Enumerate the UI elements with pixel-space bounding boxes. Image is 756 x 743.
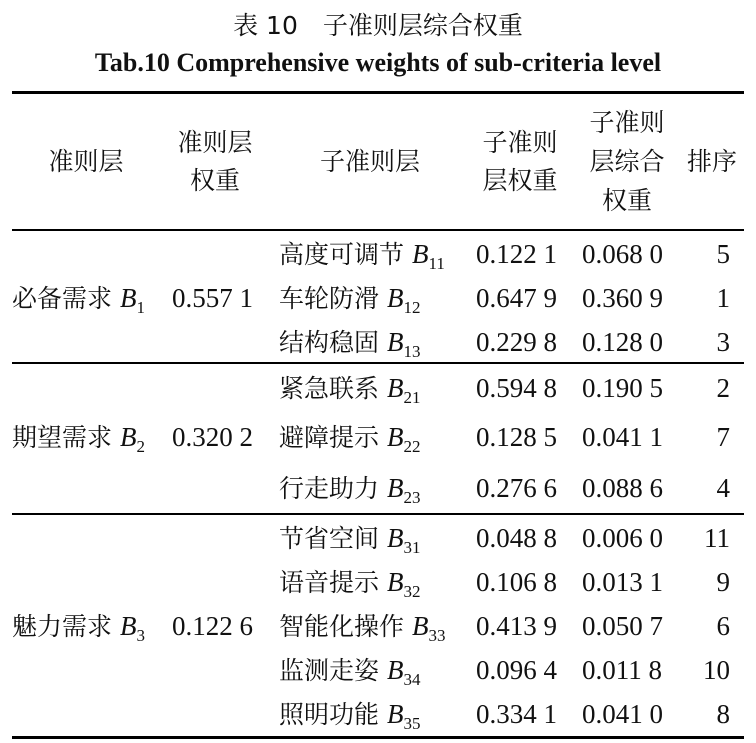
sub-weight-cell: 0.096 4 — [476, 655, 557, 685]
sub-criteria-name: 结构稳固 — [279, 328, 380, 357]
sub-criteria-symbol: B — [386, 699, 404, 729]
header-rank: 排序 — [686, 147, 737, 176]
sub-criteria-label — [279, 373, 420, 413]
sub-comp-weight-cell: 0.128 0 — [582, 327, 663, 357]
header-sub-criteria: 子准则层 — [319, 147, 420, 176]
sub-criteria-subscript: 31 — [403, 538, 421, 557]
rank-cell: 2 — [716, 373, 730, 403]
sub-criteria-name: 节省空间 — [279, 524, 380, 553]
sub-criteria-name: 高度可调节 — [279, 240, 405, 269]
criteria-subscript: 1 — [136, 298, 145, 317]
sub-criteria-name: 监测走姿 — [279, 656, 380, 685]
rank-cell: 10 — [703, 655, 730, 685]
sub-criteria-label — [279, 473, 420, 513]
sub-comp-weight-cell: 0.006 0 — [582, 523, 663, 553]
sub-criteria-symbol: B — [411, 611, 429, 641]
header-criteria-weight: 准则层 权重 — [177, 128, 253, 195]
sub-weight-cell: 0.647 9 — [476, 283, 557, 313]
sub-criteria-label — [279, 327, 420, 367]
sub-weight-cell: 0.106 8 — [476, 567, 557, 597]
sub-criteria-label — [279, 283, 420, 323]
rank-cell: 7 — [716, 422, 730, 452]
header-criteria: 准则层 — [48, 147, 124, 176]
sub-comp-weight-cell: 0.013 1 — [582, 567, 663, 597]
sub-comp-weight-cell: 0.041 1 — [582, 422, 663, 452]
sub-criteria-symbol: B — [386, 283, 404, 313]
sub-weight-cell: 0.276 6 — [476, 473, 557, 503]
sub-criteria-subscript: 13 — [403, 342, 421, 361]
sub-criteria-label — [279, 567, 420, 607]
sub-criteria-subscript: 11 — [428, 254, 445, 273]
sub-weight-cell: 0.229 8 — [476, 327, 557, 357]
sub-criteria-symbol: B — [386, 373, 404, 403]
rank-cell: 1 — [716, 283, 730, 313]
top-rule — [12, 91, 744, 94]
sub-criteria-name: 语音提示 — [279, 568, 380, 597]
header-rule — [12, 229, 744, 231]
sub-criteria-subscript: 33 — [428, 626, 446, 645]
sub-criteria-symbol: B — [386, 327, 404, 357]
sub-criteria-subscript: 12 — [403, 298, 421, 317]
group-divider — [12, 513, 744, 515]
sub-criteria-symbol: B — [386, 523, 404, 553]
sub-comp-weight-cell: 0.360 9 — [582, 283, 663, 313]
sub-comp-weight-cell: 0.041 0 — [582, 699, 663, 729]
sub-weight-cell: 0.128 5 — [476, 422, 557, 452]
sub-comp-weight-cell: 0.190 5 — [582, 373, 663, 403]
sub-criteria-name: 紧急联系 — [279, 374, 380, 403]
sub-criteria-label — [279, 523, 420, 563]
sub-criteria-label — [279, 239, 445, 279]
criteria-label — [12, 611, 145, 651]
criteria-label — [12, 283, 145, 323]
header-sub-weight: 子准则 层权重 — [482, 128, 558, 195]
header-sub-comp-weight: 子准则 层综合 权重 — [589, 108, 665, 215]
sub-criteria-symbol: B — [386, 473, 404, 503]
sub-criteria-name: 行走助力 — [279, 474, 380, 503]
criteria-symbol: B — [119, 422, 137, 452]
criteria-name: 必备需求 — [12, 284, 113, 313]
sub-criteria-label — [279, 611, 445, 651]
sub-comp-weight-cell: 0.088 6 — [582, 473, 663, 503]
criteria-weight: 0.320 2 — [172, 422, 253, 452]
criteria-label — [12, 422, 145, 462]
criteria-subscript: 3 — [136, 626, 145, 645]
sub-criteria-name: 照明功能 — [279, 700, 380, 729]
table-caption-en: Tab.10 Comprehensive weights of sub-criteria level — [94, 48, 662, 77]
criteria-symbol: B — [119, 611, 137, 641]
sub-criteria-name: 车轮防滑 — [279, 284, 380, 313]
sub-weight-cell: 0.048 8 — [476, 523, 557, 553]
rank-cell: 5 — [716, 239, 730, 269]
sub-comp-weight-cell: 0.011 8 — [582, 655, 662, 685]
sub-criteria-symbol: B — [386, 655, 404, 685]
sub-criteria-symbol: B — [386, 422, 404, 452]
sub-criteria-subscript: 23 — [403, 488, 421, 507]
criteria-weight: 0.122 6 — [172, 611, 253, 641]
sub-weight-cell: 0.594 8 — [476, 373, 557, 403]
criteria-symbol: B — [119, 283, 137, 313]
sub-comp-weight-cell: 0.068 0 — [582, 239, 663, 269]
sub-criteria-name: 避障提示 — [279, 423, 380, 452]
rank-cell: 3 — [716, 327, 730, 357]
sub-criteria-subscript: 34 — [403, 670, 421, 689]
criteria-subscript: 2 — [136, 437, 145, 456]
sub-criteria-subscript: 32 — [403, 582, 421, 601]
sub-weight-cell: 0.334 1 — [476, 699, 557, 729]
sub-criteria-symbol: B — [386, 567, 404, 597]
sub-criteria-label — [279, 422, 420, 462]
sub-criteria-subscript: 35 — [403, 714, 421, 733]
sub-criteria-subscript: 21 — [403, 388, 421, 407]
criteria-name: 魅力需求 — [12, 612, 113, 641]
sub-criteria-subscript: 22 — [403, 437, 421, 456]
rank-cell: 8 — [716, 699, 730, 729]
rank-cell: 11 — [704, 523, 730, 553]
sub-criteria-label — [279, 699, 420, 739]
sub-comp-weight-cell: 0.050 7 — [582, 611, 663, 641]
sub-criteria-symbol: B — [411, 239, 429, 269]
sub-criteria-name: 智能化操作 — [279, 612, 405, 641]
rank-cell: 6 — [716, 611, 730, 641]
sub-weight-cell: 0.122 1 — [476, 239, 557, 269]
criteria-name: 期望需求 — [12, 423, 113, 452]
table-caption-cn: 表 10 子准则层综合权重 — [233, 11, 523, 40]
criteria-weight: 0.557 1 — [172, 283, 253, 313]
rank-cell: 4 — [716, 473, 730, 503]
sub-weight-cell: 0.413 9 — [476, 611, 557, 641]
rank-cell: 9 — [716, 567, 730, 597]
sub-criteria-label — [279, 655, 420, 695]
